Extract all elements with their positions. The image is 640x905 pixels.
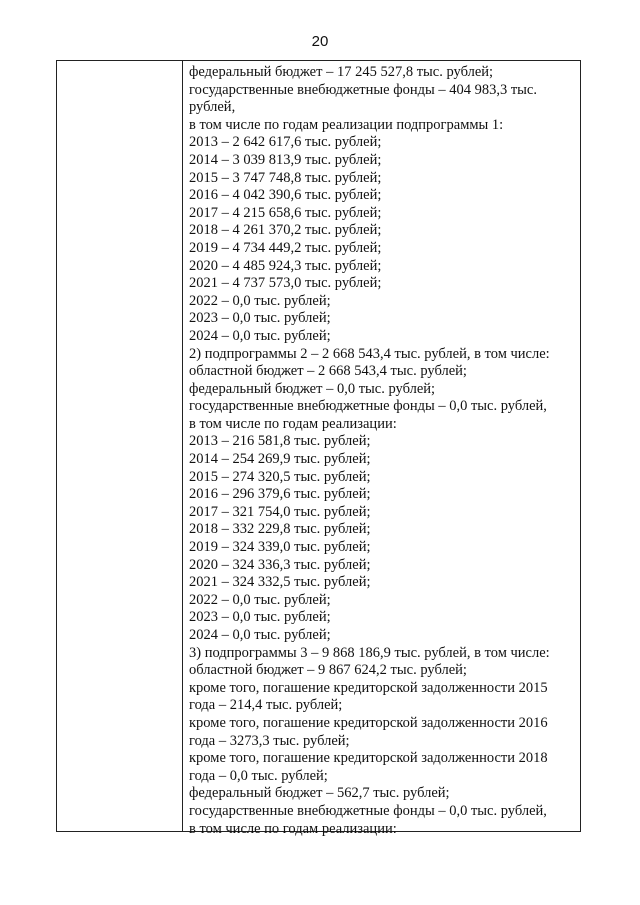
- text-line: рублей,: [189, 99, 236, 116]
- text-line: 2013 – 216 581,8 тыс. рублей;: [189, 433, 371, 450]
- text-line: 2021 – 4 737 573,0 тыс. рублей;: [189, 275, 382, 292]
- text-line: государственные внебюджетные фонды – 0,0 тыс. рублей,: [189, 802, 547, 819]
- text-line: 2019 – 324 339,0 тыс. рублей;: [189, 539, 371, 556]
- text-line: 2) подпрограммы 2 – 2 668 543,4 тыс. рублей, в том числе:: [189, 345, 550, 362]
- text-line: 2023 – 0,0 тыс. рублей;: [189, 310, 331, 327]
- text-line: 2015 – 274 320,5 тыс. рублей;: [189, 468, 371, 485]
- text-line: в том числе по годам реализации:: [189, 820, 397, 837]
- text-line: 2021 – 324 332,5 тыс. рублей;: [189, 574, 371, 591]
- table-right-cell: [189, 64, 576, 838]
- text-line: года – 214,4 тыс. рублей;: [189, 697, 343, 714]
- text-line: 2017 – 4 215 658,6 тыс. рублей;: [189, 204, 382, 221]
- text-line: 2018 – 4 261 370,2 тыс. рублей;: [189, 222, 382, 239]
- text-line: 2023 – 0,0 тыс. рублей;: [189, 609, 331, 626]
- text-line: 2014 – 254 269,9 тыс. рублей;: [189, 451, 371, 468]
- text-line: 2020 – 4 485 924,3 тыс. рублей;: [189, 257, 382, 274]
- text-line: государственные внебюджетные фонды – 0,0 тыс. рублей,: [189, 398, 547, 415]
- text-line: кроме того, погашение кредиторской задолженности 2015: [189, 679, 548, 696]
- text-line: года – 3273,3 тыс. рублей;: [189, 732, 350, 749]
- text-line: кроме того, погашение кредиторской задолженности 2016: [189, 714, 548, 731]
- text-line: 2014 – 3 039 813,9 тыс. рублей;: [189, 151, 382, 168]
- text-line: в том числе по годам реализации:: [189, 415, 397, 432]
- text-line: федеральный бюджет – 562,7 тыс. рублей;: [189, 785, 450, 802]
- text-line: областной бюджет – 9 867 624,2 тыс. рублей;: [189, 662, 467, 679]
- text-line: областной бюджет – 2 668 543,4 тыс. рублей;: [189, 363, 467, 380]
- text-line: федеральный бюджет – 0,0 тыс. рублей;: [189, 380, 436, 397]
- text-line: 2015 – 3 747 748,8 тыс. рублей;: [189, 169, 382, 186]
- page-number: 20: [311, 33, 329, 50]
- table-left-cell: [57, 61, 183, 831]
- text-line: 3) подпрограммы 3 – 9 868 186,9 тыс. рублей, в том числе:: [189, 644, 550, 661]
- text-line: государственные внебюджетные фонды – 404 983,3 тыс.: [189, 81, 537, 98]
- text-line: 2024 – 0,0 тыс. рублей;: [189, 327, 331, 344]
- text-line: 2017 – 321 754,0 тыс. рублей;: [189, 503, 371, 520]
- text-line: в том числе по годам реализации подпрограммы 1:: [189, 116, 504, 133]
- text-line: федеральный бюджет – 17 245 527,8 тыс. рублей;: [189, 64, 494, 80]
- text-line: 2022 – 0,0 тыс. рублей;: [189, 292, 331, 309]
- text-line: 2016 – 296 379,6 тыс. рублей;: [189, 486, 371, 503]
- text-line: 2022 – 0,0 тыс. рублей;: [189, 591, 331, 608]
- text-line: 2020 – 324 336,3 тыс. рублей;: [189, 556, 371, 573]
- text-line: года – 0,0 тыс. рублей;: [189, 767, 328, 784]
- funding-table: [56, 60, 581, 837]
- text-line: кроме того, погашение кредиторской задолженности 2018: [189, 750, 548, 767]
- text-line: 2016 – 4 042 390,6 тыс. рублей;: [189, 187, 382, 204]
- text-line: 2013 – 2 642 617,6 тыс. рублей;: [189, 134, 382, 151]
- text-line: 2019 – 4 734 449,2 тыс. рублей;: [189, 239, 382, 256]
- text-line: 2024 – 0,0 тыс. рублей;: [189, 627, 331, 643]
- text-line: 2018 – 332 229,8 тыс. рублей;: [189, 521, 371, 538]
